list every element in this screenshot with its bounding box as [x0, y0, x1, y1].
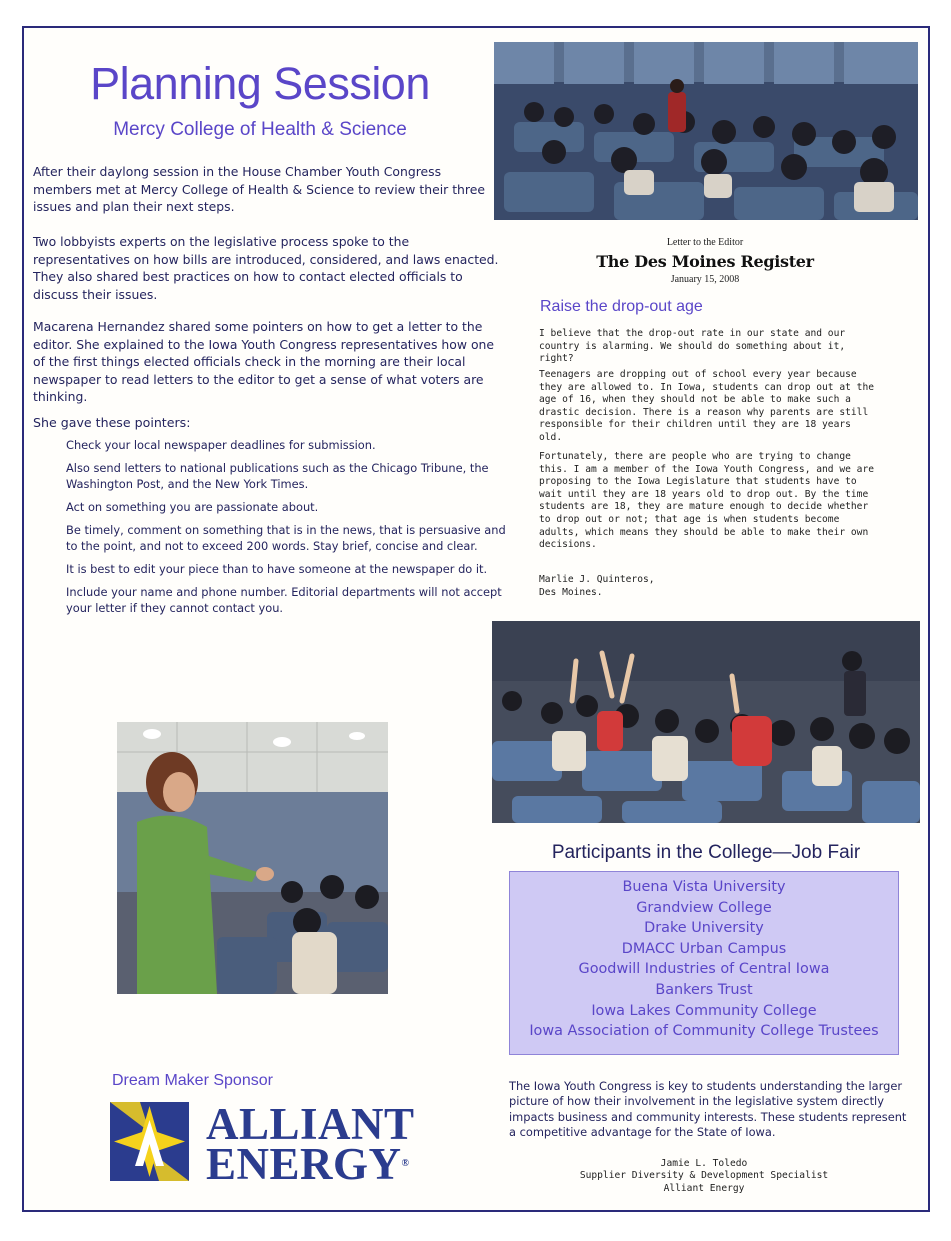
intro-paragraph: After their daylong session in the House Chamber Youth Congress members met at Mercy College of Health & Science to review their three issues and plan their next steps.: [33, 164, 485, 214]
letters-paragraph: Macarena Hernandez shared some pointers on how to get a letter to the editor. She explained to the Iowa Youth Congress representatives how one of the first things elected officials check in the morning are their local newspaper to read letters to the editor to get a sense of what voters are thinking.: [33, 319, 494, 404]
participant-item: Iowa Lakes Community College: [591, 1002, 817, 1019]
pointers-list: [66, 437, 506, 623]
auditorium-photo: [494, 42, 918, 220]
pointer-item: Act on something you are passionate about.: [66, 500, 319, 514]
signature-name: Marlie J. Quinteros,: [539, 574, 655, 585]
sponsor-label: Dream Maker Sponsor: [112, 1072, 273, 1089]
quote-attribution: [509, 1158, 899, 1195]
sponsor-quote: The Iowa Youth Congress is key to students understanding the larger picture of how their involvement in the legislative system directly impacts business and community interests. These students represent a competitive advantage for the State of Iowa.: [509, 1079, 907, 1139]
participant-item: DMACC Urban Campus: [621, 940, 787, 957]
page-title: Planning Session: [90, 58, 430, 109]
letter-paragraph: Fortunately, there are people who are trying to change this. I am a member of the Iowa Youth Congress, and we are proposing to the Iowa Legislature that students have to wait until they are 18 years old to drop out. By the time students are 18, they are mature enough to decide whether to drop out or not; that age is when students become adults, which means they should be able to make their own decisions.: [539, 451, 875, 551]
pointer-item: Also send letters to national publications such as the Chicago Tribune, the Washington Post, and the New York Times.: [66, 461, 489, 491]
quote-name: Jamie L. Toledo: [660, 1158, 748, 1169]
pointer-item: Include your name and phone number. Editorial departments will not accept your letter if they cannot contact you.: [66, 585, 502, 615]
job-fair-participants-box: [509, 871, 899, 1055]
quote-company: Alliant Energy: [663, 1182, 745, 1194]
letter-label: Letter to the Editor: [666, 237, 744, 248]
letter-headline: Raise the drop-out age: [540, 298, 703, 315]
speaker-photo: [117, 722, 388, 994]
alliant-energy-logo-mark: [110, 1102, 189, 1181]
pointers-intro: She gave these pointers:: [33, 415, 191, 430]
logo-text-energy: [206, 1139, 410, 1189]
auditorium-photo-image: [494, 42, 918, 220]
letter-paragraph: Teenagers are dropping out of school every year because they are allowed to. In Iowa, students can drop out at the age of 16, when they should not be able to make such a drastic decision. There is a reason why parents are still responsible for their children until they are 18 years old.: [539, 369, 875, 443]
signature-city: Des Moines.: [539, 586, 603, 598]
lobbyists-paragraph: Two lobbyists experts on the legislative process spoke to the representatives on how bills are introduced, considered, and laws enacted. They also shared best practices on how to contact elected officials to discuss their issues.: [33, 234, 499, 302]
participant-item: Goodwill Industries of Central Iowa: [578, 961, 830, 978]
letter-signature: [539, 574, 879, 599]
students-photo-image: [492, 621, 920, 823]
participant-item: Buena Vista University: [622, 879, 786, 895]
speaker-photo-image: [117, 722, 388, 994]
logo-text-alliant: ALLIANT: [206, 1099, 415, 1149]
letter-date: January 15, 2008: [670, 274, 740, 285]
students-photo: [492, 621, 920, 823]
quote-role: Supplier Diversity & Development Specialist: [579, 1170, 829, 1182]
letter-paragraph: I believe that the drop-out rate in our state and our country is alarming. We should do something about it, right?: [539, 328, 846, 365]
participant-item: Grandview College: [636, 899, 772, 916]
pointer-item: Be timely, comment on something that is in the news, that is persuasive and to the point, and not to exceed 200 words. Stay brief, concise and clear.: [66, 523, 506, 553]
registered-mark: ®: [401, 1158, 410, 1169]
participant-item: Bankers Trust: [655, 981, 753, 998]
participant-item: Drake University: [644, 920, 764, 937]
page-subtitle: Mercy College of Health & Science: [113, 119, 407, 140]
logo-text-energy-word: ENERGY: [206, 1139, 402, 1189]
newspaper-masthead: The Des Moines Register: [596, 252, 814, 271]
job-fair-title: Participants in the College—Job Fair: [551, 842, 861, 863]
pointer-item: It is best to edit your piece than to have someone at the newspaper do it.: [66, 562, 488, 576]
pointer-item: Check your local newspaper deadlines for submission.: [66, 438, 376, 452]
participant-item: Iowa Association of Community College Trustees: [529, 1023, 879, 1040]
alliant-energy-logo-icon: [110, 1102, 189, 1181]
